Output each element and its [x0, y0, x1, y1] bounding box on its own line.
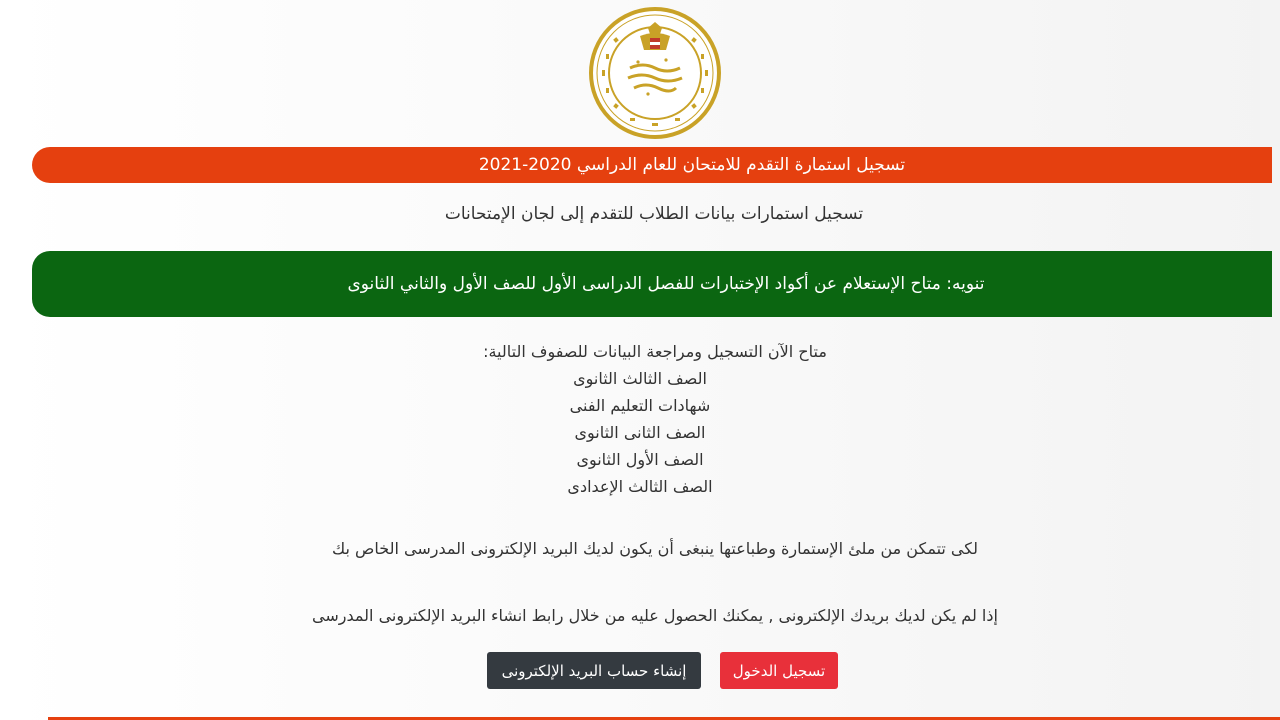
- page-subtitle: [0, 204, 1280, 224]
- page-title-bar: [32, 147, 1272, 183]
- available-grades-section: [0, 338, 1280, 500]
- email-requirement-note: [0, 539, 1280, 558]
- no-email-note: [0, 606, 1280, 625]
- no-email-text: إذا لم يكن لديك بريدك الإلكترونى , يمكنك الحصول عليه من خلال رابط انشاء البريد الإلكترونى المدرسى: [312, 606, 998, 625]
- ministry-logo: [588, 6, 722, 140]
- page-subtitle-text: تسجيل استمارات بيانات الطلاب للتقدم إلى لجان الإمتحانات: [444, 204, 864, 224]
- email-requirement-text: لكى تتمكن من ملئ الإستمارة وطباعتها ينبغى أن يكون لديك البريد الإلكترونى المدرسى الخاص بك: [332, 539, 978, 558]
- grade-item: الصف الأول الثانوى: [576, 450, 704, 469]
- notice-banner: [32, 251, 1272, 317]
- grade-item: الصف الثالث الثانوى: [573, 369, 707, 388]
- grade-item: الصف الثالث الإعدادى: [567, 477, 713, 496]
- notice-text: تنويه: متاح الإستعلام عن أكواد الإختبارات للفصل الدراسى الأول للصف الأول والثاني الثانوى: [347, 274, 985, 294]
- available-heading: متاح الآن التسجيل ومراجعة البيانات للصفوف التالية:: [483, 342, 827, 361]
- ministry-emblem-eagle-icon: [588, 6, 722, 140]
- page-title: تسجيل استمارة التقدم للامتحان للعام الدراسي 2020-2021: [478, 155, 906, 175]
- grade-item: الصف الثانى الثانوى: [574, 423, 706, 442]
- create-email-account-button[interactable]: إنشاء حساب البريد الإلكترونى: [487, 652, 701, 689]
- login-button[interactable]: تسجيل الدخول: [720, 652, 838, 689]
- grade-item: شهادات التعليم الفنى: [569, 396, 711, 415]
